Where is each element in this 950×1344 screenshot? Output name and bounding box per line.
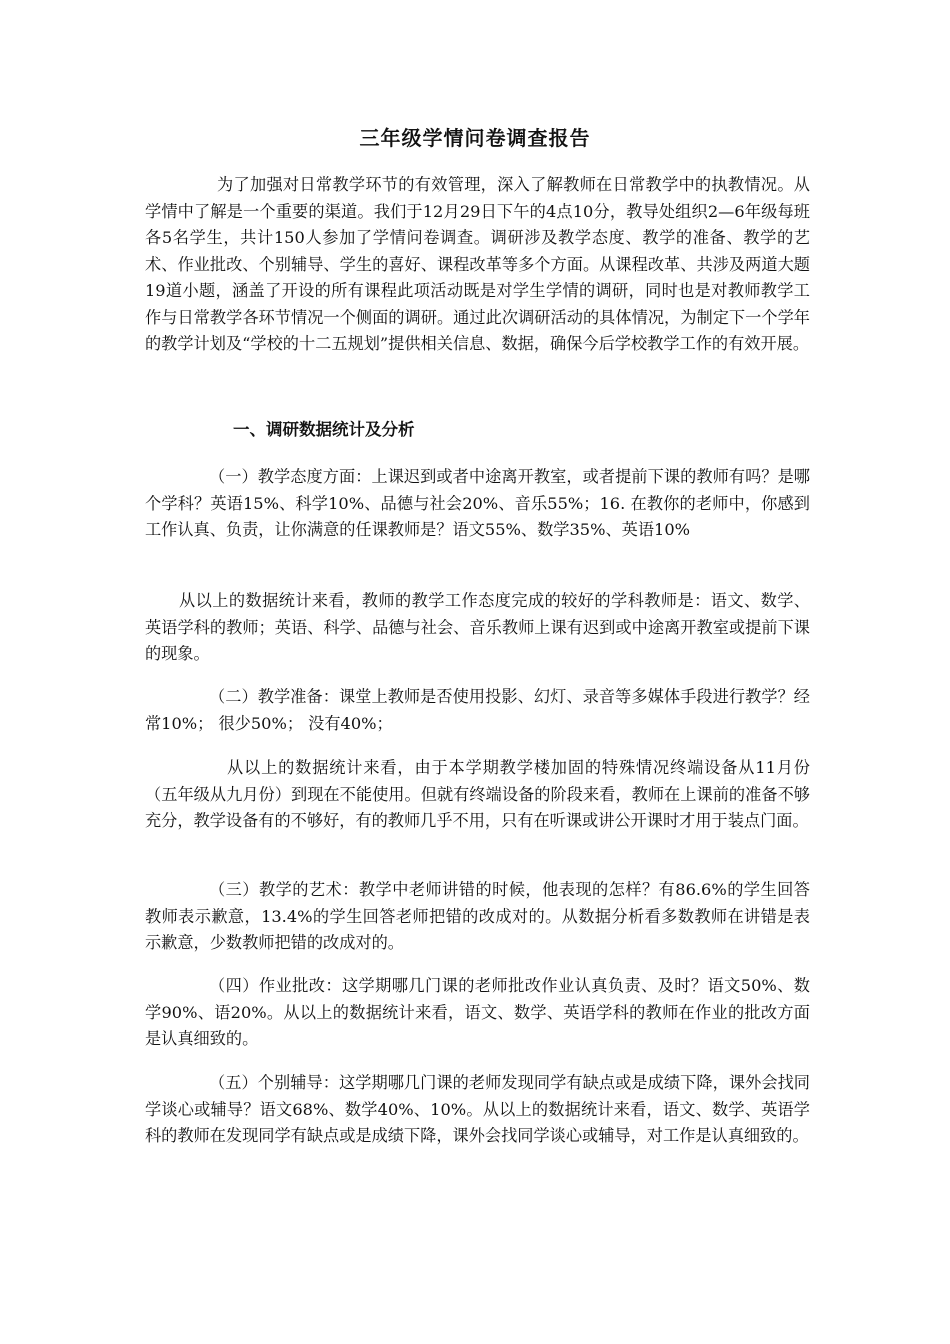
homework-paragraph: （四）作业批改：这学期哪几门课的老师批改作业认真负责、及时？语文50%、数学90%、语20%。从以上的数据统计来看，语文、数学、英语学科的教师在作业的批改方面是认真细致的。	[145, 976, 810, 1048]
preparation-analysis-paragraph: 从以上的数据统计来看，由于本学期教学楼加固的特殊情况终端设备从11月份（五年级从九月份）到现在不能使用。但就有终端设备的阶段来看，教师在上课前的准备不够充分，教学设备有的不够好，有的教师几乎不用，只有在听课或讲公开课时才用于装点门面。	[145, 758, 810, 830]
preparation-paragraph: （二）教学准备：课堂上教师是否使用投影、幻灯、录音等多媒体手段进行教学？经常10%； 很少50%； 没有40%；	[145, 687, 810, 733]
art-paragraph: （三）教学的艺术：教学中老师讲错的时候，他表现的怎样？有86.6%的学生回答教师表示歉意，13.4%的学生回答老师把错的改成对的。从数据分析看多数教师在讲错是表示歉意，少数教师把错的改成对的。	[145, 880, 810, 952]
section-heading-data-analysis: 一、调研数据统计及分析	[233, 420, 415, 439]
document-title: 三年级学情问卷调查报告	[359, 126, 591, 150]
attitude-analysis-paragraph: 从以上的数据统计来看，教师的教学工作态度完成的较好的学科教师是：语文、数学、英语学科的教师；英语、科学、品德与社会、音乐教师上课有迟到或中途离开教室或提前下课的现象。	[145, 591, 810, 663]
attitude-paragraph: （一）教学态度方面：上课迟到或者中途离开教室，或者提前下课的教师有吗？是哪个学科？英语15%、科学10%、品德与社会20%、音乐55%；16. 在教你的老师中，你感到工作认真、负责，让你满意的任课教师是？语文55%、数学35%、英语10%	[145, 467, 810, 539]
intro-paragraph: 为了加强对日常教学环节的有效管理，深入了解教师在日常教学中的执教情况。从学情中了解是一个重要的渠道。我们于12月29日下午的4点10分，教导处组织2—6年级每班各5名学生，共计150人参加了学情问卷调查。调研涉及教学态度、教学的准备、教学的艺术、作业批改、个别辅导、学生的喜好、课程改革等多个方面。从课程改革、共涉及两道大题19道小题，涵盖了开设的所有课程此项活动既是对学生学情的调研，同时也是对教师教学工作与日常教学各环节情况一个侧面的调研。通过此次调研活动的具体情况，为制定下一个学年的教学计划及“学校的十二五规划”提供相关信息、数据，确保今后学校教学工作的有效开展。	[145, 175, 810, 353]
tutoring-paragraph: （五）个别辅导：这学期哪几门课的老师发现同学有缺点或是成绩下降，课外会找同学谈心或辅导？语文68%、数学40%、10%。从以上的数据统计来看，语文、数学、英语学科的教师在发现同学有缺点或是成绩下降，课外会找同学谈心或辅导，对工作是认真细致的。	[145, 1073, 810, 1145]
